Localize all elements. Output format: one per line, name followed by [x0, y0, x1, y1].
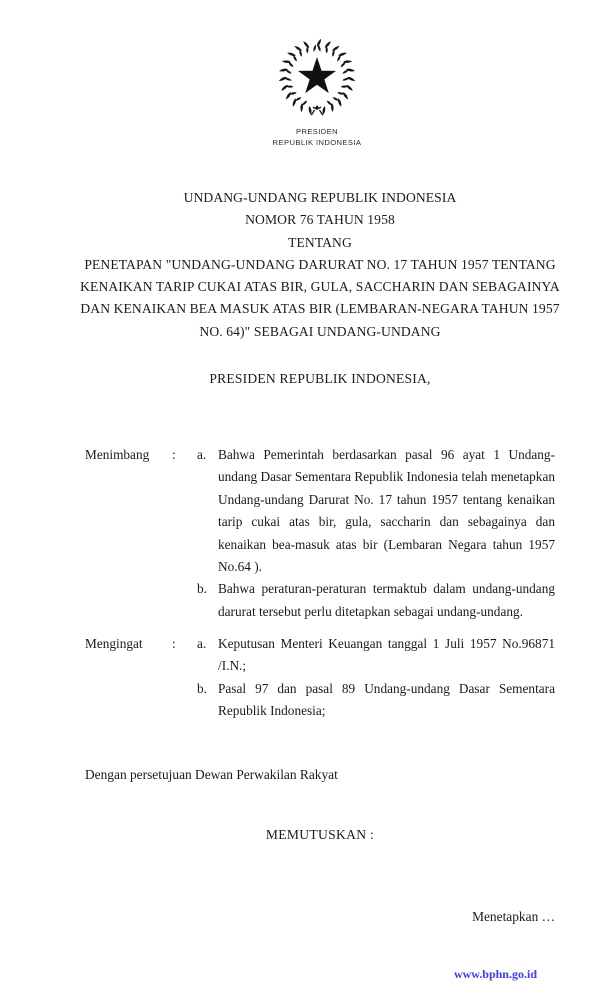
salutation: PRESIDEN REPUBLIK INDONESIA,	[209, 371, 431, 386]
considering-item-text: Bahwa peraturan-peraturan termaktub dalam undang-undang darurat tersebut perlu ditetapkan sebagai undang-undang.	[218, 581, 555, 619]
approval-line: Dengan persetujuan Dewan Perwakilan Rakyat	[85, 767, 338, 782]
considering-item-letter: b.	[197, 581, 207, 597]
presidential-seal-icon	[275, 36, 359, 124]
bphn-watermark-link[interactable]: www.bphn.go.id	[453, 967, 537, 981]
considering-label: Menimbang	[85, 447, 150, 462]
seal-caption-line2: REPUBLIK INDONESIA	[272, 138, 362, 147]
catchword: Menetapkan …	[472, 909, 555, 924]
title-line: KENAIKAN TARIP CUKAI ATAS BIR, GULA, SACCHARIN DAN SEBAGAINYA	[80, 279, 560, 295]
recalling-item-text: Keputusan Menteri Keuangan tanggal 1 Juli 1957 No.96871 /I.N.;	[218, 636, 555, 674]
document-title	[60, 187, 580, 343]
title-line: DAN KENAIKAN BEA MASUK ATAS BIR (LEMBARAN-NEGARA TAHUN 1957	[80, 301, 560, 317]
recalling-separator: :	[172, 636, 176, 651]
decision-heading: MEMUTUSKAN :	[265, 827, 375, 842]
seal-caption-line1: PRESIDEN	[295, 127, 339, 136]
star-icon	[298, 57, 336, 93]
recalling-item-text: Pasal 97 dan pasal 89 Undang-undang Dasar Sementara Republik Indonesia;	[218, 680, 555, 719]
title-line: TENTANG	[288, 234, 352, 250]
title-line: UNDANG-UNDANG REPUBLIK INDONESIA	[183, 190, 457, 205]
considering-item-letter: a.	[197, 447, 207, 462]
recalling-item-letter: a.	[197, 636, 207, 651]
considering-separator: :	[172, 447, 176, 462]
considering-item-text: Bahwa Pemerintah berdasarkan pasal 96 ayat 1 Undang-undang Dasar Sementara Republik Indonesia telah menetapkan Undang-undang Darurat No. 17 tahun 1957 tentang kenaikan tarip cukai atas bir, gula, saccharin dan sebagainya dan kenaikan bea-masuk atas bir (Lembaran Negara tahun 1957 No.64 ).	[218, 447, 555, 575]
title-line: NO. 64)" SEBAGAI UNDANG-UNDANG	[199, 323, 441, 339]
title-line: PENETAPAN "UNDANG-UNDANG DARURAT NO. 17 TAHUN 1957 TENTANG	[84, 256, 556, 272]
recalling-label: Mengingat	[85, 636, 143, 651]
recalling-item-letter: b.	[197, 680, 207, 696]
title-line: NOMOR 76 TAHUN 1958	[245, 212, 395, 228]
recalling-section	[85, 633, 555, 723]
considering-section	[85, 444, 555, 623]
seal-caption	[217, 126, 417, 148]
ribbon-knot	[311, 105, 322, 115]
